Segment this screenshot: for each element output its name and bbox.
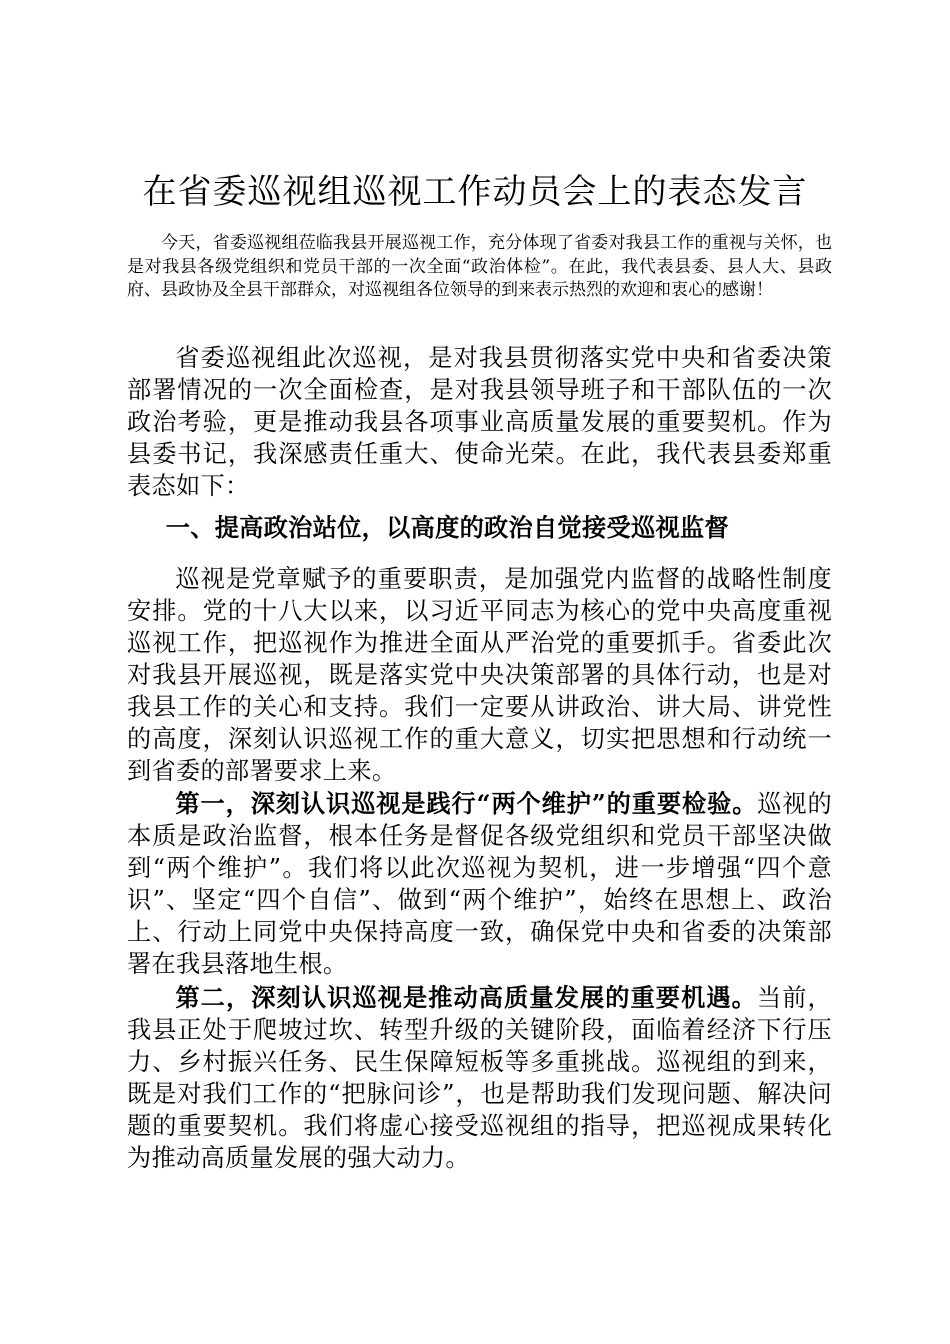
point-1-text: 巡视的本质是政治监督，根本任务是督促各级党组织和党员干部坚决做到“两个维护”。我们将以此次巡视为契机，进一步增强“四个意识”、坚定“四个自信”、做到“两个维护”，始终在思想上、政治上、行动上同党中央保持高度一致，确保党中央和省委的决策部署在我县落地生根。 <box>127 790 832 978</box>
section-1-paragraph: 巡视是党章赋予的重要职责，是加强党内监督的战略性制度安排。党的十八大以来，以习近平同志为核心的党中央高度重视巡视工作，把巡视作为推进全面从严治党的重要抓手。省委此次对我县开展巡视，既是落实党中央决策部署的具体行动，也是对我县工作的关心和支持。我们一定要从讲政治、讲大局、讲党性的高度，深刻认识巡视工作的重大意义，切实把思想和行动统一到省委的部署要求上来。 <box>127 565 832 785</box>
section-heading-1: 一、提高政治站位，以高度的政治自觉接受巡视监督 <box>165 513 729 542</box>
point-1-lead: 第一，深刻认识巡视是践行“两个维护”的重要检验。 <box>175 789 758 818</box>
intro-paragraph: 今天，省委巡视组莅临我县开展巡视工作，充分体现了省委对我县工作的重视与关怀，也是对我县各级党组织和党员干部的一次全面“政治体检”。在此，我代表县委、县人大、县政府、县政协及全县干部群众，对巡视组各位领导的到来表示热烈的欢迎和衷心的感谢！ <box>127 233 832 300</box>
document-title: 在省委巡视组巡视工作动员会上的表态发言 <box>142 172 808 212</box>
point-2-paragraph <box>127 982 832 1174</box>
opening-paragraph: 省委巡视组此次巡视，是对我县贯彻落实党中央和省委决策部署情况的一次全面检查，是对我县领导班子和干部队伍的一次政治考验，更是推动我县各项事业高质量发展的重要契机。作为县委书记，我深感责任重大、使命光荣。在此，我代表县委郑重表态如下： <box>127 344 832 500</box>
point-2-lead: 第二，深刻认识巡视是推动高质量发展的重要机遇。 <box>175 983 757 1012</box>
point-1-paragraph <box>127 788 832 980</box>
point-2-text: 当前，我县正处于爬坡过坎、转型升级的关键阶段，面临着经济下行压力、乡村振兴任务、民生保障短板等多重挑战。巡视组的到来，既是对我们工作的“把脉问诊”，也是帮助我们发现问题、解决问题的重要契机。我们将虚心接受巡视组的指导，把巡视成果转化为推动高质量发展的强大动力。 <box>127 984 832 1172</box>
